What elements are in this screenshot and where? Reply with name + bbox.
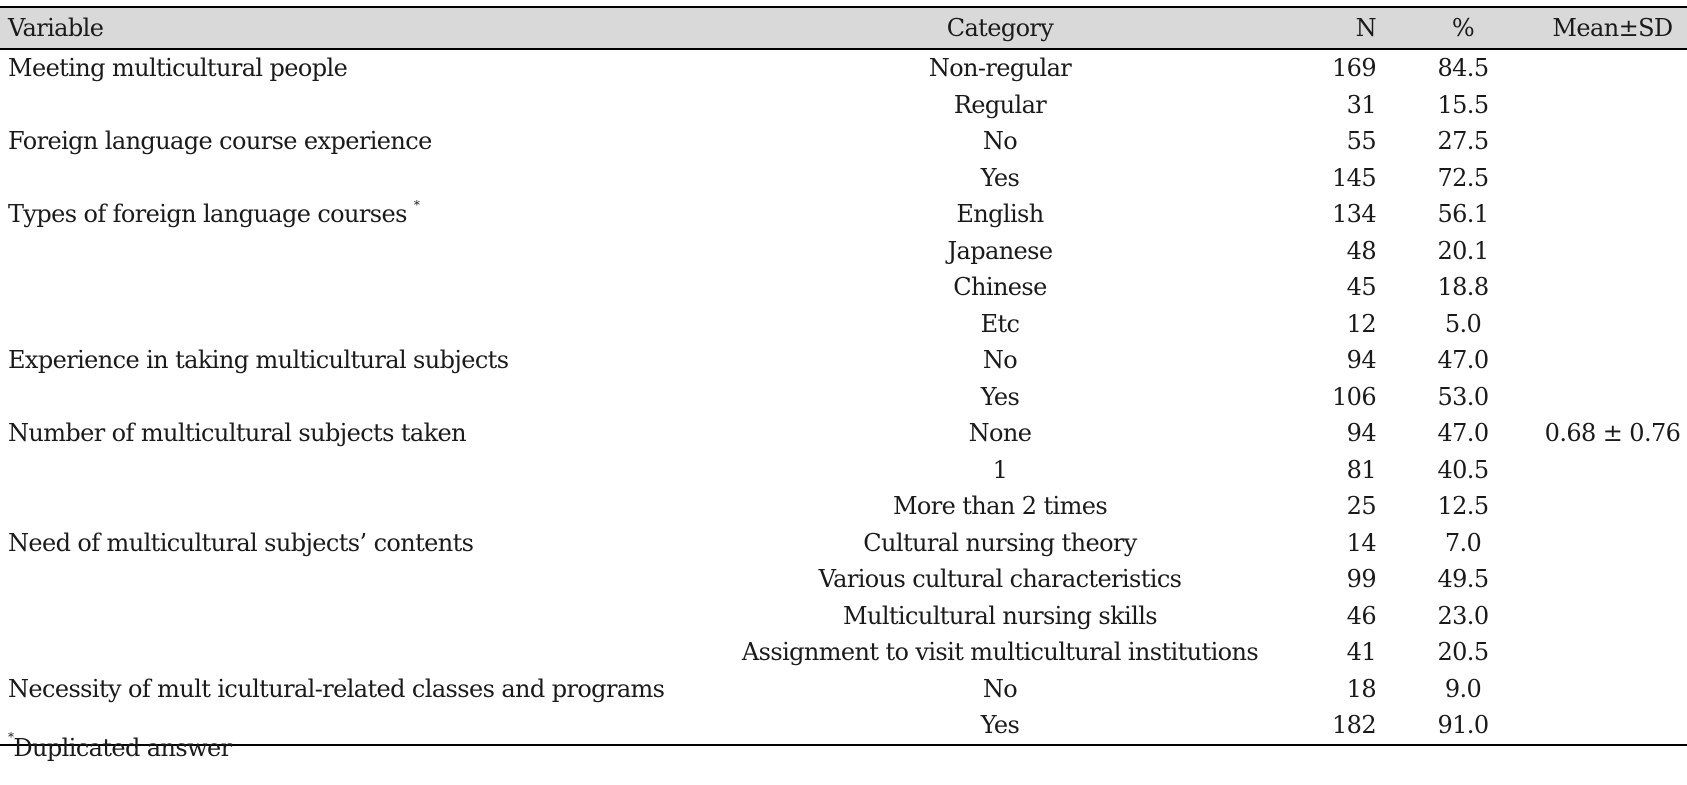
cell-category: Cultural nursing theory [863, 528, 1137, 557]
cell-percent: 9.0 [1444, 674, 1482, 703]
table-row [0, 379, 1687, 416]
footnote-text: Duplicated answer [13, 734, 232, 762]
cell-n: 55 [1346, 127, 1376, 156]
cell-category: Yes [980, 711, 1020, 740]
cell-n: 46 [1346, 601, 1376, 630]
cell-variable [0, 306, 700, 343]
cell-variable [0, 342, 700, 379]
cell-category: Assignment to visit multicultural institutions [741, 638, 1259, 667]
cell-mean-sd [1538, 488, 1687, 525]
cell-mean-sd [1538, 707, 1687, 745]
footnote-marker: * [8, 730, 14, 744]
cell-mean-sd [1538, 87, 1687, 124]
cell-percent: 72.5 [1437, 163, 1489, 192]
cell-variable [0, 160, 700, 197]
cell-variable [0, 233, 700, 270]
cell-mean-sd [1538, 452, 1687, 489]
table-row [0, 49, 1687, 87]
table-row [0, 452, 1687, 489]
table-row [0, 707, 1687, 745]
table-row [0, 87, 1687, 124]
cell-n: 12 [1346, 309, 1376, 338]
cell-percent: 20.5 [1437, 638, 1489, 667]
header-category: Category [946, 14, 1054, 42]
cell-percent: 84.5 [1437, 54, 1489, 83]
cell-category: Yes [980, 163, 1020, 192]
cell-mean-sd [1538, 233, 1687, 270]
cell-mean-sd [1538, 671, 1687, 708]
cell-category: No [982, 346, 1018, 375]
cell-mean-sd: 0.68 ± 0.76 [1544, 419, 1681, 448]
cell-variable [0, 415, 700, 452]
cell-n: 45 [1346, 273, 1376, 302]
data-table-container [0, 6, 1687, 746]
cell-mean-sd [1538, 525, 1687, 562]
cell-percent: 53.0 [1437, 382, 1489, 411]
cell-percent: 23.0 [1437, 601, 1489, 630]
cell-n: 31 [1346, 90, 1376, 119]
cell-percent: 18.8 [1437, 273, 1489, 302]
cell-percent: 15.5 [1437, 90, 1489, 119]
header-variable: Variable [8, 14, 104, 42]
cell-percent: 49.5 [1437, 565, 1489, 594]
table-row [0, 671, 1687, 708]
table-row [0, 233, 1687, 270]
cell-percent: 91.0 [1437, 711, 1489, 740]
cell-percent: 47.0 [1437, 346, 1489, 375]
cell-variable [0, 87, 700, 124]
cell-percent: 27.5 [1437, 127, 1489, 156]
cell-percent: 12.5 [1437, 492, 1489, 521]
cell-category: Etc [980, 309, 1020, 338]
cell-category: Various cultural characteristics [818, 565, 1182, 594]
cell-n: 106 [1331, 382, 1376, 411]
variable-label: Foreign language course experience [8, 127, 432, 156]
cell-variable [0, 379, 700, 416]
cell-n: 94 [1346, 346, 1376, 375]
cell-n: 94 [1346, 419, 1376, 448]
cell-n: 145 [1331, 163, 1376, 192]
table-row [0, 306, 1687, 343]
table-row [0, 269, 1687, 306]
table-body [0, 49, 1687, 745]
variable-label: Number of multicultural subjects taken [8, 419, 466, 448]
cell-category: English [956, 200, 1044, 229]
cell-category: More than 2 times [892, 492, 1108, 521]
variable-label: Experience in taking multicultural subjects [8, 346, 509, 375]
cell-category: No [982, 674, 1018, 703]
cell-percent: 20.1 [1437, 236, 1489, 265]
table-row [0, 488, 1687, 525]
cell-percent: 40.5 [1437, 455, 1489, 484]
table-row [0, 525, 1687, 562]
variable-label: Need of multicultural subjects’ contents [8, 528, 474, 557]
cell-variable [0, 598, 700, 635]
cell-variable [0, 196, 700, 233]
table-row [0, 415, 1687, 452]
cell-percent: 47.0 [1437, 419, 1489, 448]
cell-mean-sd [1538, 634, 1687, 671]
cell-n: 81 [1346, 455, 1376, 484]
cell-mean-sd [1538, 342, 1687, 379]
cell-mean-sd [1538, 561, 1687, 598]
cell-n: 14 [1346, 528, 1376, 557]
cell-category: Multicultural nursing skills [842, 601, 1158, 630]
cell-n: 48 [1346, 236, 1376, 265]
cell-n: 134 [1331, 200, 1376, 229]
table-row [0, 160, 1687, 197]
table-row [0, 634, 1687, 671]
variable-label: Meeting multicultural people [8, 54, 348, 83]
cell-mean-sd [1538, 123, 1687, 160]
cell-category: No [982, 127, 1018, 156]
cell-n: 99 [1346, 565, 1376, 594]
cell-n: 169 [1331, 54, 1376, 83]
table-row [0, 342, 1687, 379]
header-n: N [1355, 14, 1376, 42]
cell-mean-sd [1538, 49, 1687, 87]
cell-category: Japanese [947, 236, 1053, 265]
cell-mean-sd [1538, 306, 1687, 343]
cell-mean-sd [1538, 269, 1687, 306]
table-header-row [0, 7, 1687, 49]
cell-variable [0, 452, 700, 489]
variable-label: Types of foreign language courses [8, 200, 414, 229]
footnote [8, 730, 232, 762]
header-mean-sd: Mean±SD [1552, 14, 1673, 42]
table-row [0, 196, 1687, 233]
cell-variable [0, 123, 700, 160]
cell-n: 182 [1331, 711, 1376, 740]
cell-variable [0, 488, 700, 525]
cell-mean-sd [1538, 598, 1687, 635]
cell-category: Regular [953, 90, 1047, 119]
table-row [0, 598, 1687, 635]
cell-mean-sd [1538, 379, 1687, 416]
cell-mean-sd [1538, 196, 1687, 233]
cell-variable [0, 561, 700, 598]
cell-variable [0, 525, 700, 562]
cell-percent: 56.1 [1437, 200, 1489, 229]
table-row [0, 123, 1687, 160]
cell-variable [0, 269, 700, 306]
cell-mean-sd [1538, 160, 1687, 197]
variable-label: Necessity of mult icultural-related classes and programs [8, 674, 665, 703]
cell-variable [0, 634, 700, 671]
cell-n: 18 [1346, 674, 1376, 703]
cell-n: 41 [1346, 638, 1376, 667]
cell-percent: 7.0 [1444, 528, 1482, 557]
cell-category: 1 [992, 455, 1008, 484]
cell-n: 25 [1346, 492, 1376, 521]
cell-percent: 5.0 [1444, 309, 1482, 338]
cell-category: None [968, 419, 1032, 448]
table-row [0, 561, 1687, 598]
data-table [0, 6, 1687, 746]
footnote-marker: * [413, 198, 420, 213]
cell-variable [0, 671, 700, 708]
cell-category: Non-regular [928, 54, 1072, 83]
header-percent: % [1451, 14, 1475, 42]
cell-variable [0, 49, 700, 87]
cell-category: Chinese [953, 273, 1047, 302]
cell-category: Yes [980, 382, 1020, 411]
